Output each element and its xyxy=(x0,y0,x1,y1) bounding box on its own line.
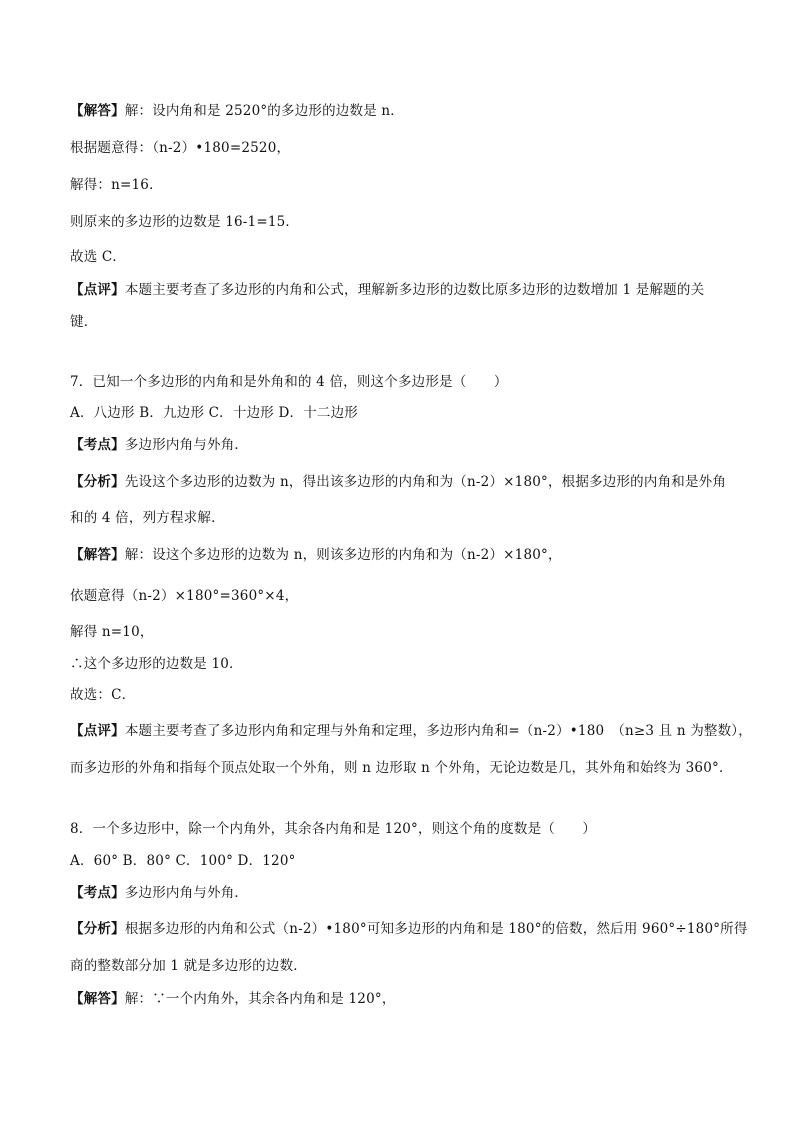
q6-choice: 故选 C． xyxy=(70,249,127,265)
q6-comment-line1 xyxy=(70,281,704,299)
answer-text: 解：设内角和是 2520°的多边形的边数是 n． xyxy=(124,103,404,119)
q7-jieda xyxy=(70,546,562,564)
jieda-tag: 【解答】 xyxy=(70,547,125,563)
q7-dianping-line2: 而多边形的外角和指每个顶点处取一个外角，则 n 边形取 n 个外角，无论边数是几，其外角和始终为 360°． xyxy=(70,760,733,776)
q7-fenxi-line2: 和的 4 倍，列方程求解． xyxy=(70,510,225,526)
q7-step-equation: 依题意得（n-2）×180°=360°×4， xyxy=(70,588,299,604)
q6-step-equation: 根据题意得：（n-2）•180=2520， xyxy=(70,140,291,156)
q7-step-result: ∴这个多边形的边数是 10． xyxy=(70,656,243,672)
fenxi-tag: 【分析】 xyxy=(70,921,125,937)
comment-text: 本题主要考查了多边形的内角和公式，理解新多边形的边数比原多边形的边数增加 1 是解题的关 xyxy=(124,282,705,298)
answer-tag: 【解答】 xyxy=(70,103,125,119)
jieda-text: 解：设这个多边形的边数为 n，则该多边形的内角和为（n-2）×180°， xyxy=(124,547,562,563)
q8-kaodian xyxy=(70,884,248,902)
q7-options: A．八边形 B．九边形 C．十边形 D．十二边形 xyxy=(70,405,358,421)
fenxi-tag: 【分析】 xyxy=(70,474,125,490)
q8-jieda xyxy=(70,990,396,1008)
jieda-text: 解：∵一个内角外，其余各内角和是 120°， xyxy=(124,991,396,1007)
q7-dianping-line1 xyxy=(70,722,752,740)
dianping-tag: 【点评】 xyxy=(70,723,125,739)
kaodian-tag: 【考点】 xyxy=(70,437,125,453)
kaodian-text: 多边形内角与外角． xyxy=(124,885,249,901)
q8-stem: 8．一个多边形中，除一个内角外，其余各内角和是 120°，则这个角的度数是（ ） xyxy=(70,821,597,837)
fenxi-text: 根据多边形的内角和公式（n-2）•180°可知多边形的内角和是 180°的倍数，然后用 960°÷180°所得 xyxy=(124,921,748,937)
jieda-tag: 【解答】 xyxy=(70,991,125,1007)
kaodian-text: 多边形内角与外角． xyxy=(124,437,249,453)
q6-step-solve: 解得：n=16． xyxy=(70,177,163,193)
q8-fenxi-line2: 商的整数部分加 1 就是多边形的边数． xyxy=(70,958,307,974)
q6-answer-line xyxy=(70,102,404,120)
q6-comment-line2: 键． xyxy=(70,314,98,330)
fenxi-text: 先设这个多边形的边数为 n，得出该多边形的内角和为（n-2）×180°，根据多边形的内角和是外角 xyxy=(124,474,727,490)
q7-stem: 7．已知一个多边形的内角和是外角和的 4 倍，则这个多边形是（ ） xyxy=(70,374,508,390)
kaodian-tag: 【考点】 xyxy=(70,885,125,901)
q8-options: A．60° B．80° C．100° D．120° xyxy=(70,853,296,869)
q8-fenxi-line1 xyxy=(70,920,748,938)
q7-kaodian xyxy=(70,436,248,454)
q6-step-result: 则原来的多边形的边数是 16-1=15． xyxy=(70,214,300,230)
q7-fenxi-line1 xyxy=(70,473,726,491)
comment-tag: 【点评】 xyxy=(70,282,125,298)
dianping-text: 本题主要考查了多边形内角和定理与外角和定理，多边形内角和=（n-2）•180 （n≥3 且 n 为整数）， xyxy=(124,723,752,739)
q7-step-solve: 解得 n=10， xyxy=(70,624,154,640)
q7-choice: 故选：C． xyxy=(70,687,136,703)
